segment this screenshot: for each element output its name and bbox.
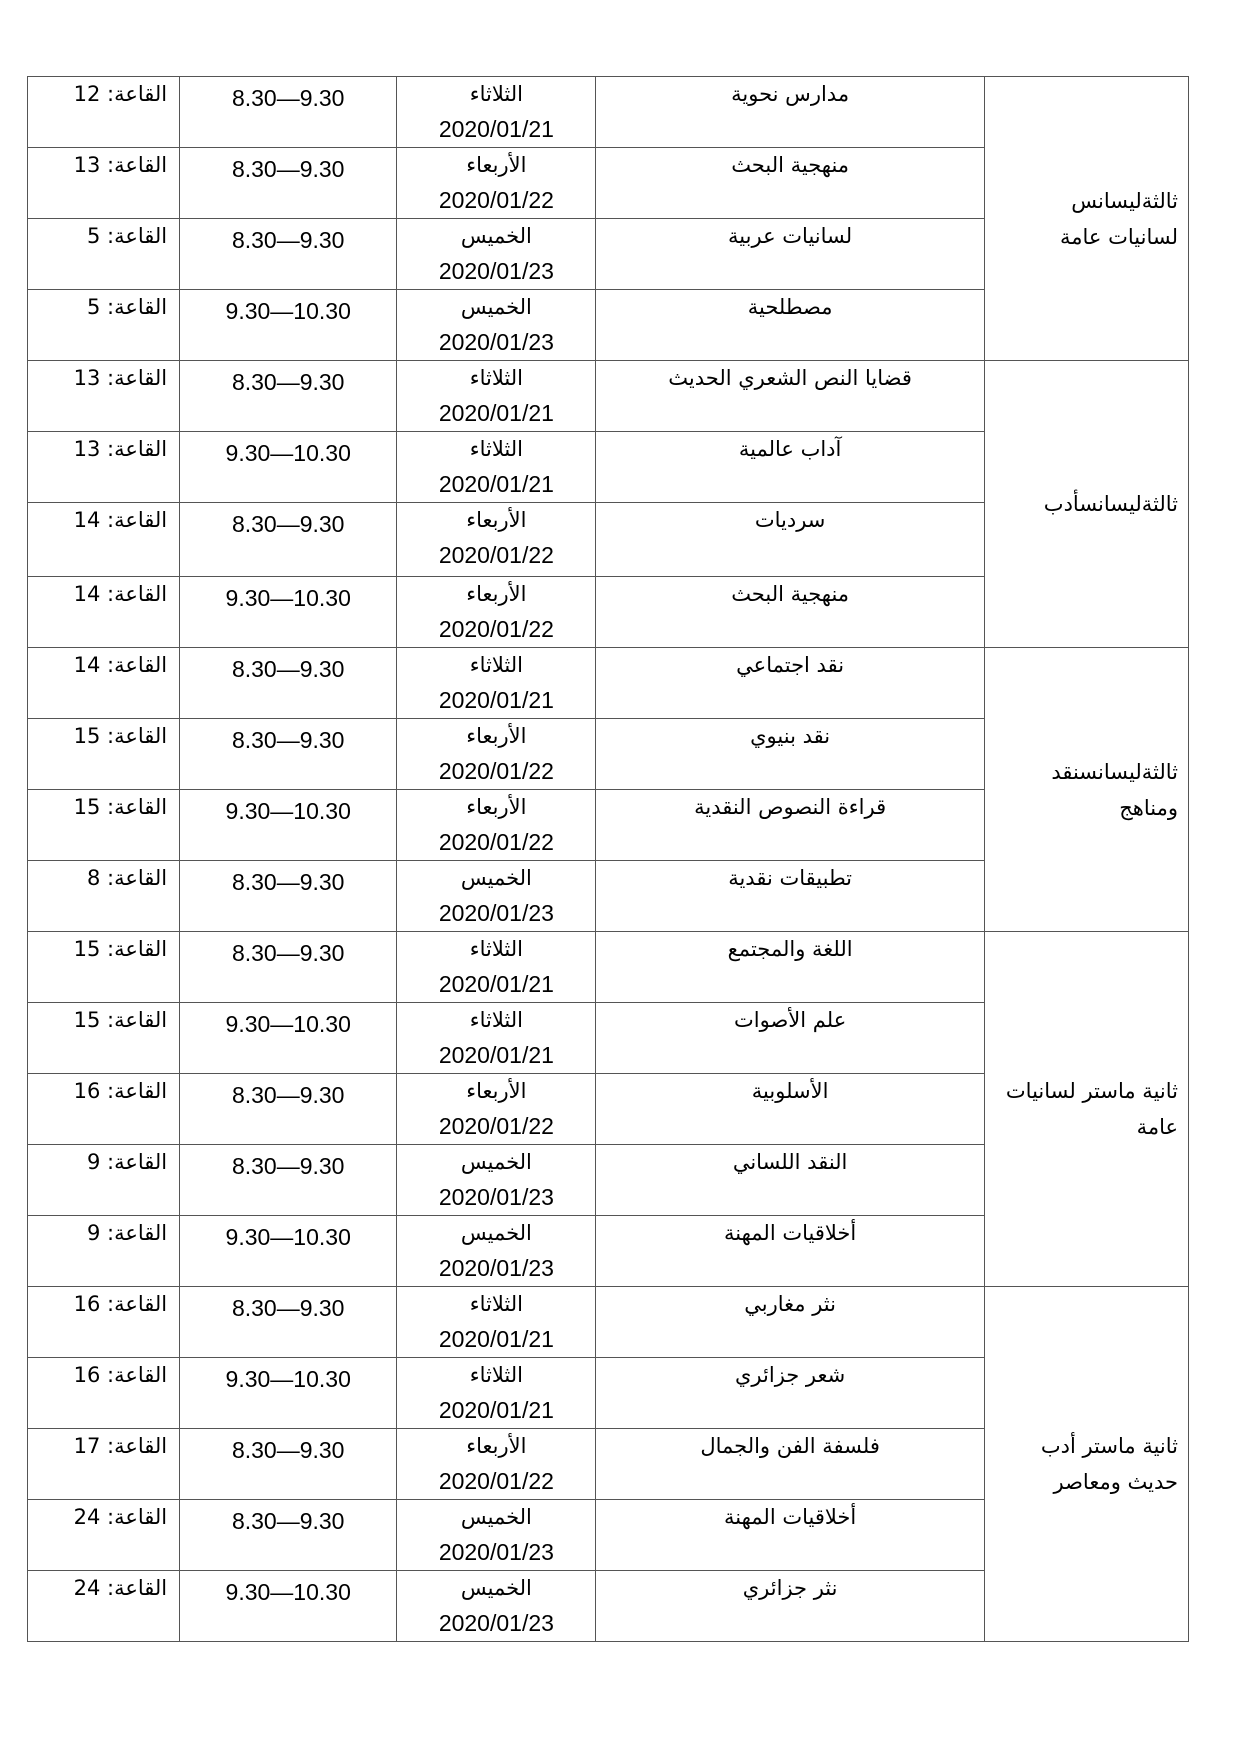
day-date-cell [397, 648, 596, 719]
room-cell: القاعة: 24 [28, 1500, 180, 1571]
subject-cell: لسانيات عربية [596, 219, 984, 290]
room-cell: القاعة: 12 [28, 77, 180, 148]
day-name: الخميس [460, 866, 532, 890]
day-name: الثلاثاء [469, 1008, 523, 1032]
subject-cell: شعر جزائري [596, 1358, 984, 1429]
exam-date: 2020/01/21 [438, 1042, 554, 1068]
room-cell: القاعة: 9 [28, 1145, 180, 1216]
time-cell: 8.30—9.30 [180, 1074, 397, 1145]
day-date-cell [397, 1074, 596, 1145]
day-date-cell [397, 432, 596, 503]
exam-date: 2020/01/22 [438, 616, 554, 642]
day-name: الثلاثاء [469, 1292, 523, 1316]
day-name: الخميس [460, 1150, 532, 1174]
time-cell: 9.30—10.30 [180, 1358, 397, 1429]
day-name: الأربعاء [466, 724, 527, 748]
subject-cell: منهجية البحث [596, 148, 984, 219]
time-cell: 8.30—9.30 [180, 503, 397, 577]
exam-date: 2020/01/21 [438, 687, 554, 713]
exam-date: 2020/01/23 [438, 1610, 554, 1636]
subject-cell: آداب عالمية [596, 432, 984, 503]
room-cell: القاعة: 5 [28, 219, 180, 290]
exam-date: 2020/01/21 [438, 971, 554, 997]
exam-date: 2020/01/22 [438, 187, 554, 213]
subject-cell: قراءة النصوص النقدية [596, 790, 984, 861]
room-cell: القاعة: 16 [28, 1074, 180, 1145]
day-date-cell [397, 219, 596, 290]
time-cell: 9.30—10.30 [180, 1571, 397, 1642]
day-name: الثلاثاء [469, 437, 523, 461]
room-cell: القاعة: 16 [28, 1358, 180, 1429]
table-row [28, 77, 1189, 148]
time-cell: 9.30—10.30 [180, 790, 397, 861]
subject-cell: أخلاقيات المهنة [596, 1500, 984, 1571]
time-cell: 9.30—10.30 [180, 1003, 397, 1074]
room-cell: القاعة: 14 [28, 577, 180, 648]
time-cell: 9.30—10.30 [180, 290, 397, 361]
time-cell: 8.30—9.30 [180, 219, 397, 290]
time-cell: 8.30—9.30 [180, 648, 397, 719]
exam-schedule-table [27, 76, 1189, 1642]
exam-date: 2020/01/23 [438, 258, 554, 284]
table-row [28, 932, 1189, 1003]
exam-date: 2020/01/22 [438, 1468, 554, 1494]
subject-cell: النقد اللساني [596, 1145, 984, 1216]
exam-date: 2020/01/23 [438, 1539, 554, 1565]
time-cell: 9.30—10.30 [180, 577, 397, 648]
exam-date: 2020/01/23 [438, 329, 554, 355]
day-name: الخميس [460, 1221, 532, 1245]
exam-date: 2020/01/23 [438, 1184, 554, 1210]
room-cell: القاعة: 13 [28, 432, 180, 503]
day-date-cell [397, 503, 596, 577]
exam-date: 2020/01/22 [438, 829, 554, 855]
subject-cell: اللغة والمجتمع [596, 932, 984, 1003]
time-cell: 8.30—9.30 [180, 1429, 397, 1500]
room-cell: القاعة: 14 [28, 503, 180, 577]
exam-date: 2020/01/21 [438, 1397, 554, 1423]
day-name: الثلاثاء [469, 366, 523, 390]
day-date-cell [397, 1358, 596, 1429]
day-name: الأربعاء [466, 1434, 527, 1458]
room-cell: القاعة: 15 [28, 790, 180, 861]
day-date-cell [397, 1571, 596, 1642]
subject-cell: نقد بنيوي [596, 719, 984, 790]
level-cell: ثالثةليسانس لسانيات عامة [984, 77, 1188, 361]
day-date-cell [397, 361, 596, 432]
table-row [28, 361, 1189, 432]
day-date-cell [397, 1216, 596, 1287]
subject-cell: نثر جزائري [596, 1571, 984, 1642]
day-date-cell [397, 1287, 596, 1358]
time-cell: 8.30—9.30 [180, 1145, 397, 1216]
room-cell: القاعة: 15 [28, 1003, 180, 1074]
subject-cell: الأسلوبية [596, 1074, 984, 1145]
subject-cell: تطبيقات نقدية [596, 861, 984, 932]
exam-schedule-body [28, 77, 1189, 1642]
subject-cell: أخلاقيات المهنة [596, 1216, 984, 1287]
day-name: الخميس [460, 1576, 532, 1600]
exam-date: 2020/01/22 [438, 542, 554, 568]
day-date-cell [397, 861, 596, 932]
room-cell: القاعة: 5 [28, 290, 180, 361]
level-cell: ثانية ماستر أدب حديث ومعاصر [984, 1287, 1188, 1642]
day-date-cell [397, 77, 596, 148]
day-name: الخميس [460, 1505, 532, 1529]
subject-cell: مصطلحية [596, 290, 984, 361]
day-name: الأربعاء [466, 153, 527, 177]
time-cell: 8.30—9.30 [180, 77, 397, 148]
exam-date: 2020/01/21 [438, 116, 554, 142]
day-name: الأربعاء [466, 508, 527, 532]
room-cell: القاعة: 15 [28, 719, 180, 790]
day-name: الخميس [460, 295, 532, 319]
subject-cell: نثر مغاربي [596, 1287, 984, 1358]
exam-date: 2020/01/22 [438, 1113, 554, 1139]
subject-cell: علم الأصوات [596, 1003, 984, 1074]
day-date-cell [397, 932, 596, 1003]
time-cell: 8.30—9.30 [180, 148, 397, 219]
table-row [28, 1287, 1189, 1358]
room-cell: القاعة: 16 [28, 1287, 180, 1358]
day-date-cell [397, 1145, 596, 1216]
exam-date: 2020/01/21 [438, 400, 554, 426]
time-cell: 9.30—10.30 [180, 432, 397, 503]
exam-date: 2020/01/21 [438, 471, 554, 497]
day-date-cell [397, 719, 596, 790]
day-name: الثلاثاء [469, 937, 523, 961]
exam-date: 2020/01/23 [438, 900, 554, 926]
subject-cell: فلسفة الفن والجمال [596, 1429, 984, 1500]
time-cell: 8.30—9.30 [180, 361, 397, 432]
day-date-cell [397, 1003, 596, 1074]
subject-cell: منهجية البحث [596, 577, 984, 648]
time-cell: 8.30—9.30 [180, 861, 397, 932]
day-date-cell [397, 1429, 596, 1500]
time-cell: 9.30—10.30 [180, 1216, 397, 1287]
exam-date: 2020/01/22 [438, 758, 554, 784]
day-name: الثلاثاء [469, 1363, 523, 1387]
day-name: الأربعاء [466, 795, 527, 819]
day-date-cell [397, 148, 596, 219]
time-cell: 8.30—9.30 [180, 1287, 397, 1358]
day-name: الثلاثاء [469, 82, 523, 106]
time-cell: 8.30—9.30 [180, 932, 397, 1003]
exam-date: 2020/01/23 [438, 1255, 554, 1281]
room-cell: القاعة: 13 [28, 148, 180, 219]
time-cell: 8.30—9.30 [180, 719, 397, 790]
day-name: الأربعاء [466, 582, 527, 606]
level-cell: ثانية ماستر لسانيات عامة [984, 932, 1188, 1287]
day-date-cell [397, 1500, 596, 1571]
day-name: الخميس [460, 224, 532, 248]
day-name: الأربعاء [466, 1079, 527, 1103]
time-cell: 8.30—9.30 [180, 1500, 397, 1571]
subject-cell: نقد اجتماعي [596, 648, 984, 719]
day-date-cell [397, 577, 596, 648]
room-cell: القاعة: 15 [28, 932, 180, 1003]
day-name: الثلاثاء [469, 653, 523, 677]
room-cell: القاعة: 9 [28, 1216, 180, 1287]
level-cell: ثالثةليسانسأدب [984, 361, 1188, 648]
room-cell: القاعة: 8 [28, 861, 180, 932]
table-row [28, 648, 1189, 719]
room-cell: القاعة: 17 [28, 1429, 180, 1500]
level-cell: ثالثةليسانسنقد ومناهج [984, 648, 1188, 932]
subject-cell: مدارس نحوية [596, 77, 984, 148]
day-date-cell [397, 790, 596, 861]
subject-cell: سرديات [596, 503, 984, 577]
room-cell: القاعة: 24 [28, 1571, 180, 1642]
exam-date: 2020/01/21 [438, 1326, 554, 1352]
subject-cell: قضايا النص الشعري الحديث [596, 361, 984, 432]
day-date-cell [397, 290, 596, 361]
room-cell: القاعة: 13 [28, 361, 180, 432]
room-cell: القاعة: 14 [28, 648, 180, 719]
